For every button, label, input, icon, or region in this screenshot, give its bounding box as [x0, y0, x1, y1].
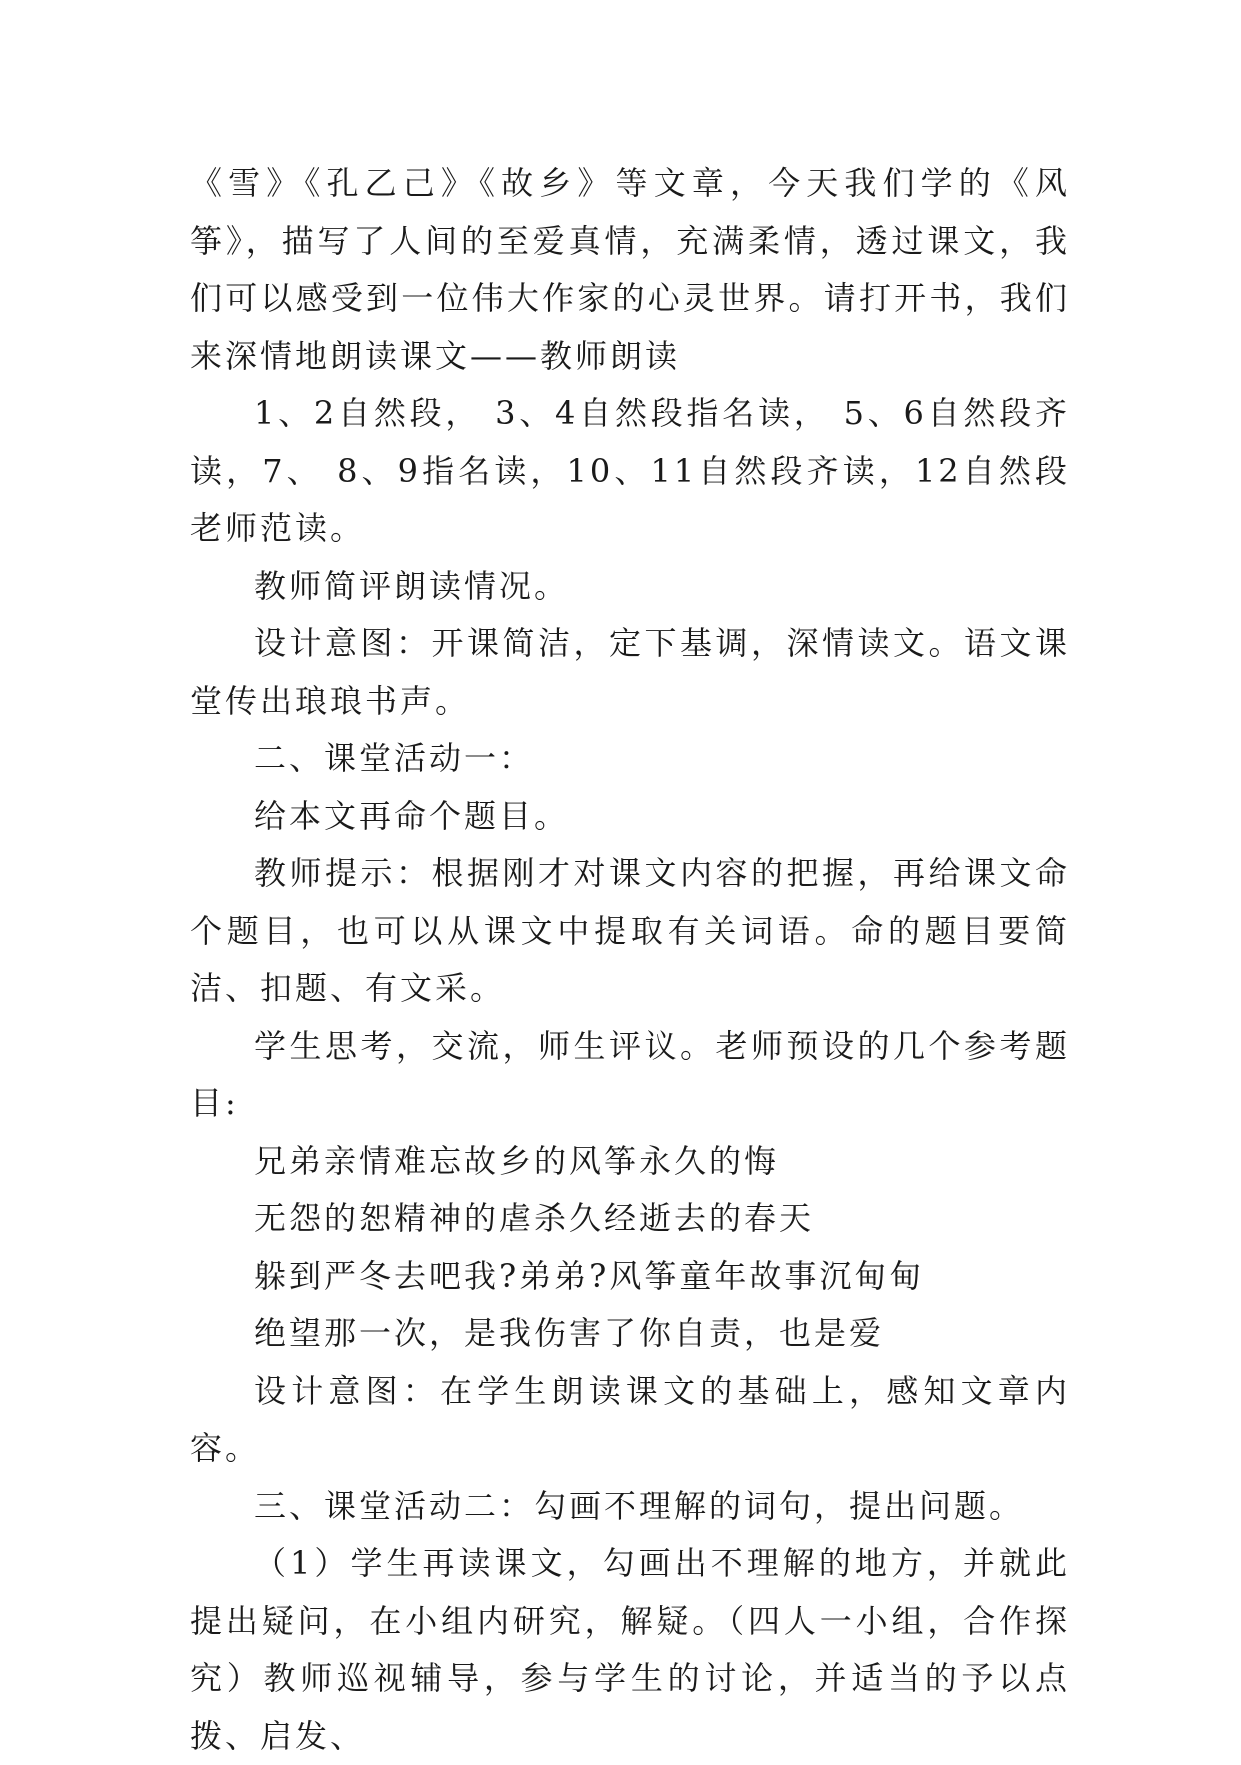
paragraph-student-discussion: 学生思考，交流，师生评议。老师预设的几个参考题目: — [190, 1026, 1070, 1122]
paragraph-design-intent-2: 设计意图：在学生朗读课文的基础上，感知文章内容。 — [190, 1371, 1070, 1467]
title-option-2: 无怨的恕精神的虐杀久经逝去的春天 — [254, 1199, 815, 1237]
paragraph-teacher-hint: 教师提示：根据刚才对课文内容的把握，再给课文命个题目，也可以从课文中提取有关词语。命的题目要简洁、扣题、有文采。 — [190, 854, 1070, 1007]
title-option-4: 绝望那一次，是我伤害了你自责，也是爱 — [254, 1314, 885, 1352]
document-body — [190, 155, 1070, 1765]
paragraph-teacher-comment: 教师简评朗读情况。 — [254, 566, 570, 605]
paragraph-rename-title: 给本文再命个题目。 — [254, 796, 570, 835]
title-option-1: 兄弟亲情难忘故乡的风筝永久的悔 — [254, 1141, 780, 1180]
title-option-3: 躲到严冬去吧我?弟弟?风筝童年故事沉甸甸 — [254, 1256, 925, 1295]
paragraph-design-intent-1: 设计意图：开课简洁，定下基调，深情读文。语文课堂传出琅琅书声。 — [190, 624, 1070, 720]
paragraph-intro: 《雪》《孔乙己》《故乡》等文章，今天我们学的《风筝》，描写了人间的至爱真情，充满柔情，透过课文，我们可以感受到一位伟大作家的心灵世界。请打开书，我们来深情地朗读课文——教师朗读 — [190, 164, 1070, 375]
heading-activity-two: 三、课堂活动二：勾画不理解的词句，提出问题。 — [254, 1486, 1025, 1525]
paragraph-reread-question: （1）学生再读课文，勾画出不理解的地方，并就此提出疑问，在小组内研究，解疑。（四人一小组，合作探究）教师巡视辅导，参与学生的讨论，并适当的予以点拨、启发、 — [190, 1544, 1070, 1755]
heading-activity-one: 二、课堂活动一： — [254, 739, 535, 777]
paragraph-reading-assignments: 1、2自然段， 3、4自然段指名读， 5、6自然段齐读，7、 8、9指名读，10、11自然段齐读，12自然段老师范读。 — [190, 394, 1070, 547]
